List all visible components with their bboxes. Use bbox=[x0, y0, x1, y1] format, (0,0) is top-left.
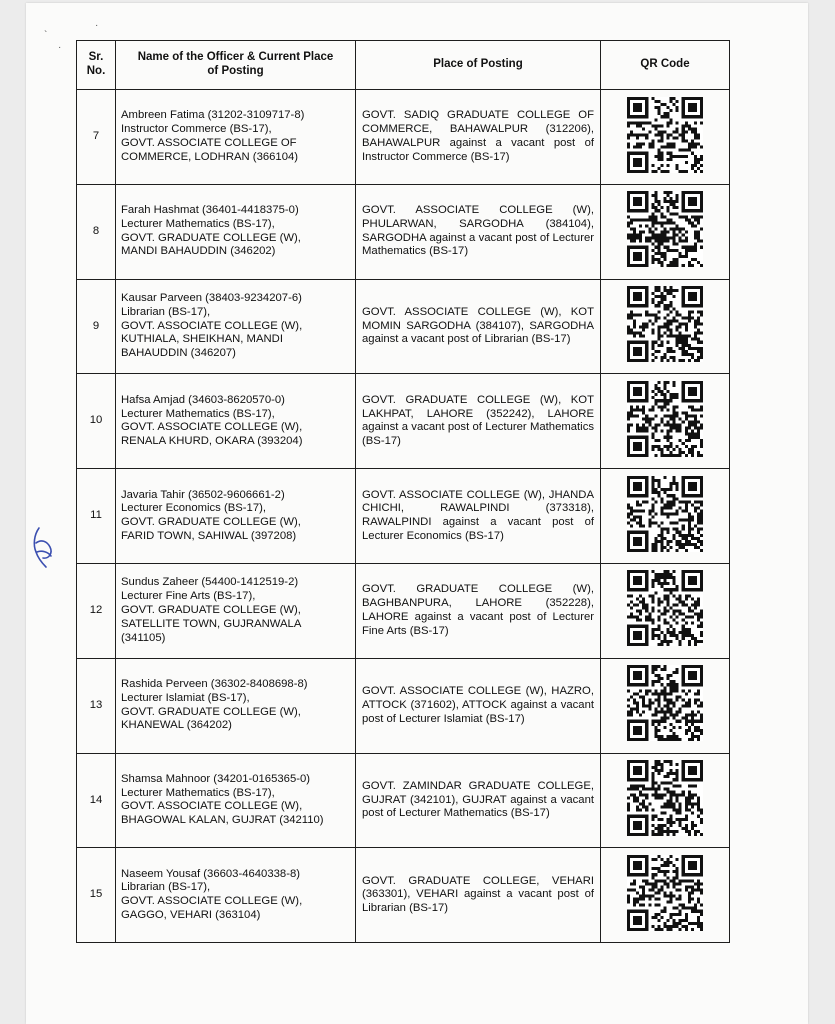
place-of-posting: GOVT. ASSOCIATE COLLEGE (W), HAZRO, ATTOCK (371602), ATTOCK against a vacant post of Lecturer Islamiat (BS-17) bbox=[356, 658, 601, 753]
serial-number: 13 bbox=[77, 658, 116, 753]
table-row bbox=[77, 848, 730, 943]
qr-code-cell bbox=[601, 90, 730, 185]
officer-details bbox=[116, 90, 356, 185]
officer-line: KUTHIALA, SHEIKHAN, MANDI bbox=[121, 333, 283, 346]
officer-line: (341105) bbox=[121, 631, 166, 644]
qr-code-icon bbox=[627, 286, 703, 362]
officer-line: GOVT. GRADUATE COLLEGE (W), bbox=[121, 231, 301, 244]
table-row bbox=[77, 563, 730, 658]
officer-line: Ambreen Fatima (31202-3109717-8) bbox=[121, 109, 305, 122]
qr-code-icon bbox=[627, 855, 703, 931]
officer-line: BAHAUDDIN (346207) bbox=[121, 347, 236, 360]
officer-line: Shamsa Mahnoor (34201-0165365-0) bbox=[121, 772, 311, 785]
officer-line: Javaria Tahir (36502-9606661-2) bbox=[121, 488, 285, 501]
place-of-posting: GOVT. GRADUATE COLLEGE, VEHARI (363301), VEHARI against a vacant post of Librarian (BS-17) bbox=[356, 848, 601, 943]
table-row bbox=[77, 90, 730, 185]
place-of-posting: GOVT. ASSOCIATE COLLEGE (W), JHANDA CHICHI, RAWALPINDI (373318), RAWALPINDI against a vacant post of Lecturer Economics (BS-17) bbox=[356, 469, 601, 564]
place-of-posting: GOVT. GRADUATE COLLEGE (W), KOT LAKHPAT, LAHORE (352242), LAHORE against a vacant post of Lecturer Mathematics (BS-17) bbox=[356, 374, 601, 469]
officer-details bbox=[116, 753, 356, 848]
officer-line: GOVT. GRADUATE COLLEGE (W), bbox=[121, 705, 301, 718]
qr-code-icon bbox=[627, 191, 703, 267]
officer-line: Lecturer Fine Arts (BS-17), bbox=[121, 590, 256, 603]
officer-line: BHAGOWAL KALAN, GUJRAT (342110) bbox=[121, 814, 324, 827]
officer-line: Librarian (BS-17), bbox=[121, 881, 211, 894]
officer-details bbox=[116, 658, 356, 753]
officer-line: KHANEWAL (364202) bbox=[121, 719, 232, 732]
officer-details bbox=[116, 184, 356, 279]
table-row bbox=[77, 374, 730, 469]
officer-line: GOVT. ASSOCIATE COLLEGE (W), bbox=[121, 800, 303, 813]
qr-code-icon bbox=[627, 381, 703, 457]
officer-line: RENALA KHURD, OKARA (393204) bbox=[121, 435, 303, 448]
table-row bbox=[77, 469, 730, 564]
officer-line: GOVT. GRADUATE COLLEGE (W), bbox=[121, 516, 301, 529]
table-row bbox=[77, 184, 730, 279]
officer-line: Lecturer Economics (BS-17), bbox=[121, 502, 267, 515]
table-header-row bbox=[77, 41, 730, 90]
header-sr-no bbox=[77, 41, 116, 90]
scan-speck: ` bbox=[44, 30, 48, 41]
officer-details bbox=[116, 279, 356, 374]
officer-line: GAGGO, VEHARI (363104) bbox=[121, 909, 261, 922]
officer-line: GOVT. ASSOCIATE COLLEGE (W), bbox=[121, 421, 303, 434]
qr-code-cell bbox=[601, 848, 730, 943]
officer-line: Librarian (BS-17), bbox=[121, 305, 211, 318]
place-of-posting: GOVT. ZAMINDAR GRADUATE COLLEGE, GUJRAT (342101), GUJRAT against a vacant post of Lecturer Mathematics (BS-17) bbox=[356, 753, 601, 848]
officer-details bbox=[116, 374, 356, 469]
serial-number: 12 bbox=[77, 563, 116, 658]
table-row bbox=[77, 279, 730, 374]
officer-line: GOVT. ASSOCIATE COLLEGE (W), bbox=[121, 895, 303, 908]
officer-line: GOVT. ASSOCIATE COLLEGE (W), bbox=[121, 319, 303, 332]
officer-line: Rashida Perveen (36302-8408698-8) bbox=[121, 678, 308, 691]
signature-mark bbox=[30, 525, 56, 571]
qr-code-cell bbox=[601, 184, 730, 279]
qr-code-cell bbox=[601, 279, 730, 374]
header-no-line: No. bbox=[86, 65, 106, 77]
place-of-posting: GOVT. SADIQ GRADUATE COLLEGE OF COMMERCE, BAHAWALPUR (312206), BAHAWALPUR against a vacant post of Instructor Commerce (BS-17) bbox=[356, 90, 601, 185]
postings-table bbox=[76, 40, 730, 943]
qr-code-cell bbox=[601, 753, 730, 848]
officer-line: Lecturer Mathematics (BS-17), bbox=[121, 407, 275, 420]
qr-code-cell bbox=[601, 658, 730, 753]
serial-number: 14 bbox=[77, 753, 116, 848]
officer-line: Naseem Yousaf (36603-4640338-8) bbox=[121, 867, 300, 880]
table-row bbox=[77, 753, 730, 848]
officer-line: Kausar Parveen (38403-9234207-6) bbox=[121, 292, 302, 305]
header-officer-line: Name of the Officer & Current Place bbox=[137, 51, 334, 64]
header-place-of-posting: Place of Posting bbox=[356, 41, 601, 90]
place-of-posting: GOVT. GRADUATE COLLEGE (W), BAGHBANPURA, LAHORE (352228), LAHORE against a vacant post of Lecturer Fine Arts (BS-17) bbox=[356, 563, 601, 658]
officer-line: MANDI BAHAUDDIN (346202) bbox=[121, 245, 276, 258]
qr-code-icon bbox=[627, 570, 703, 646]
officer-line: Instructor Commerce (BS-17), bbox=[121, 123, 272, 136]
officer-line: Hafsa Amjad (34603-8620570-0) bbox=[121, 393, 285, 406]
officer-details bbox=[116, 848, 356, 943]
place-of-posting: GOVT. ASSOCIATE COLLEGE (W), KOT MOMIN SARGODHA (384107), SARGODHA against a vacant post of Librarian (BS-17) bbox=[356, 279, 601, 374]
serial-number: 11 bbox=[77, 469, 116, 564]
officer-line: Lecturer Mathematics (BS-17), bbox=[121, 217, 275, 230]
serial-number: 10 bbox=[77, 374, 116, 469]
place-of-posting: GOVT. ASSOCIATE COLLEGE (W), PHULARWAN, SARGODHA (384104), SARGODHA against a vacant post of Lecturer Mathematics (BS-17) bbox=[356, 184, 601, 279]
qr-code-cell bbox=[601, 374, 730, 469]
header-qr-code: QR Code bbox=[601, 41, 730, 90]
qr-code-cell bbox=[601, 469, 730, 564]
qr-code-cell bbox=[601, 563, 730, 658]
serial-number: 8 bbox=[77, 184, 116, 279]
header-sr-line: Sr. bbox=[88, 51, 104, 64]
officer-line: Lecturer Islamiat (BS-17), bbox=[121, 691, 250, 704]
serial-number: 7 bbox=[77, 90, 116, 185]
officer-details bbox=[116, 563, 356, 658]
officer-line: Lecturer Mathematics (BS-17), bbox=[121, 786, 275, 799]
qr-code-icon bbox=[627, 760, 703, 836]
header-officer bbox=[116, 41, 356, 90]
header-officer-line: of Posting bbox=[207, 65, 264, 77]
serial-number: 9 bbox=[77, 279, 116, 374]
officer-line: FARID TOWN, SAHIWAL (397208) bbox=[121, 529, 297, 542]
qr-code-icon bbox=[627, 476, 703, 552]
officer-line: COMMERCE, LODHRAN (366104) bbox=[121, 150, 299, 163]
officer-line: Sundus Zaheer (54400-1412519-2) bbox=[121, 576, 299, 589]
qr-code-icon bbox=[627, 665, 703, 741]
officer-line: GOVT. GRADUATE COLLEGE (W), bbox=[121, 603, 301, 616]
officer-details bbox=[116, 469, 356, 564]
table-row bbox=[77, 658, 730, 753]
scan-speck: · bbox=[58, 42, 62, 53]
officer-line: Farah Hashmat (36401-4418375-0) bbox=[121, 204, 299, 217]
officer-line: GOVT. ASSOCIATE COLLEGE OF bbox=[121, 136, 297, 149]
qr-code-icon bbox=[627, 97, 703, 173]
scan-speck: · bbox=[95, 20, 99, 31]
serial-number: 15 bbox=[77, 848, 116, 943]
officer-line: SATELLITE TOWN, GUJRANWALA bbox=[121, 617, 302, 630]
